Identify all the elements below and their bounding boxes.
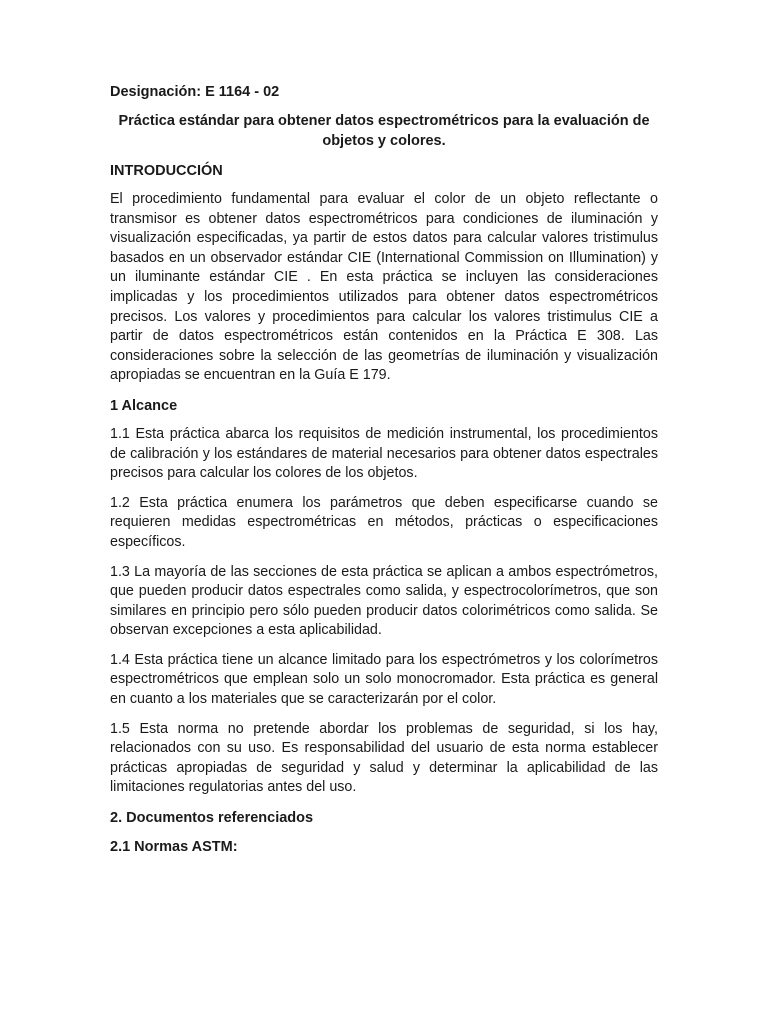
scope-paragraph-1-5: 1.5 Esta norma no pretende abordar los problemas de seguridad, si los hay, relacionados con su uso. Es responsabilidad del usuario de esta norma establecer prácticas apropiadas de seguridad y salud y determinar la aplicabilidad de las limitaciones regulatorias antes del uso. (110, 720, 658, 796)
scope-paragraph-1-4: 1.4 Esta práctica tiene un alcance limitado para los espectrómetros y los colorímetros espectrométricos que emplean solo un solo monocromador. Esta práctica es general en cuanto a los materiales que se caracterizarán por el color. (110, 651, 658, 708)
intro-paragraph: El procedimiento fundamental para evaluar el color de un objeto reflectante o transmisor es obtener datos espectrométricos para condiciones de iluminación y visualización especificadas, ya partir de estos datos para calcular valores tristimulus basados en un observador estándar CIE (International Commission on Illumination) y un iluminante estándar CIE . En esta práctica se incluyen las consideraciones implicadas y los procedimientos utilizados para obtener datos espectrométricos precisos. Los valores y procedimientos para calcular los valores tristimulus CIE a partir de datos espectrométricos están contenidos en la Práctica E 308. Las consideraciones sobre la selección de las geometrías de iluminación y visualización apropiadas se encuentran en la Guía E 179. (110, 191, 658, 384)
scope-paragraph-1-2: 1.2 Esta práctica enumera los parámetros que deben especificarse cuando se requieren medidas espectrométricas en métodos, prácticas o especificaciones específicos. (110, 494, 658, 550)
document-title: Práctica estándar para obtener datos espectrométricos para la evaluación de objetos y colores. (118, 113, 650, 149)
intro-heading: INTRODUCCIÓN (110, 163, 223, 179)
scope-paragraph-1-3: 1.3 La mayoría de las secciones de esta práctica se aplican a ambos espectrómetros, que pueden producir datos espectrales como salida, y espectrocolorímetros, que son similares en principio pero sólo pueden producir datos colorimétricos como salida. Se observan excepciones a esta aplicabilidad. (110, 563, 658, 639)
astm-standards-heading: 2.1 Normas ASTM: (110, 839, 238, 856)
scope-heading: 1 Alcance (110, 397, 178, 414)
references-heading: 2. Documentos referenciados (110, 810, 314, 827)
document-designation: Designación: E 1164 - 02 (110, 84, 280, 100)
document-page (110, 82, 658, 866)
scope-paragraph-1-1: 1.1 Esta práctica abarca los requisitos de medición instrumental, los procedimientos de calibración y los estándares de material necesarios para obtener datos espectrales precisos para calcular los colores de los objetos. (110, 425, 658, 482)
